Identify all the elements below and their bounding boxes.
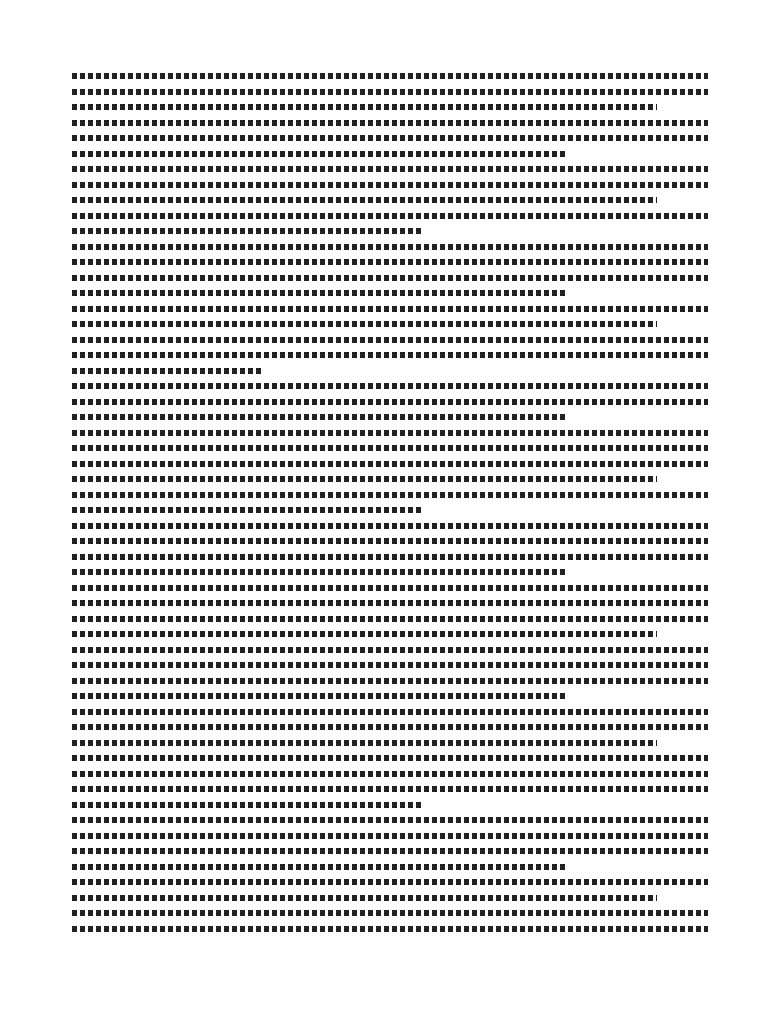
glyph-row [72,783,708,794]
unreadable-glyph-text-block [72,70,708,940]
glyph-row [72,504,422,515]
glyph-row [72,892,657,903]
glyph-row [72,241,708,252]
glyph-row [72,644,708,655]
glyph-row [72,101,657,112]
glyph-row [72,287,568,298]
glyph-row [72,132,708,143]
glyph-row [72,396,708,407]
glyph-row [72,690,568,701]
glyph-row [72,334,708,345]
glyph-row [72,442,708,453]
glyph-row [72,768,708,779]
glyph-row [72,830,708,841]
glyph-row [72,117,708,128]
glyph-row [72,365,263,376]
glyph-row [72,551,708,562]
glyph-row [72,814,708,825]
glyph-row [72,256,708,267]
glyph-row [72,675,708,686]
glyph-row [72,706,708,717]
glyph-row [72,272,708,283]
glyph-row [72,535,708,546]
glyph-row [72,613,708,624]
glyph-row [72,861,568,872]
glyph-row [72,628,657,639]
glyph-row [72,752,708,763]
glyph-row [72,318,657,329]
glyph-row [72,86,708,97]
glyph-row [72,938,263,940]
glyph-row [72,458,708,469]
glyph-row [72,597,708,608]
glyph-row [72,799,422,810]
glyph-row [72,659,708,670]
glyph-row [72,582,708,593]
glyph-row [72,907,708,918]
glyph-row [72,163,708,174]
glyph-row [72,845,708,856]
glyph-row [72,489,708,500]
glyph-row [72,427,708,438]
glyph-row [72,148,568,159]
glyph-row [72,411,568,422]
glyph-row [72,70,708,81]
glyph-row [72,721,708,732]
glyph-row [72,566,568,577]
glyph-row [72,225,422,236]
glyph-row [72,520,708,531]
glyph-row [72,349,708,360]
glyph-row [72,473,657,484]
glyph-row [72,380,708,391]
glyph-row [72,303,708,314]
glyph-row [72,210,708,221]
glyph-row [72,737,657,748]
glyph-row [72,923,708,934]
glyph-row [72,194,657,205]
glyph-row [72,179,708,190]
glyph-row [72,876,708,887]
